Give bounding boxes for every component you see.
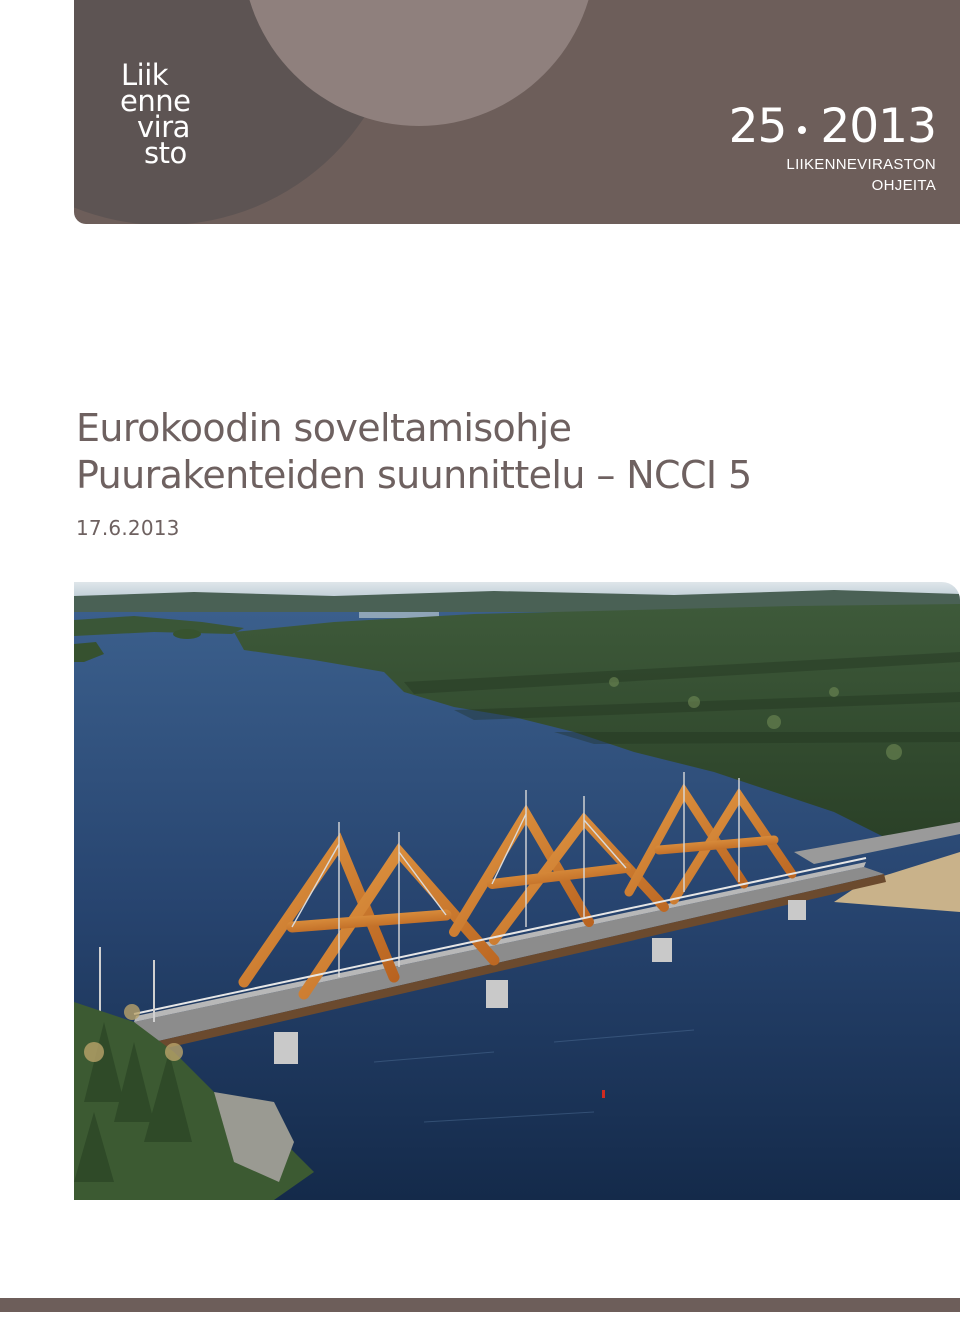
- document-title: Eurokoodin soveltamisohje: [76, 406, 572, 450]
- bridge-photo-illustration: [74, 582, 960, 1200]
- cover-photo-bridge: [74, 582, 960, 1200]
- logo-line-2: enne: [120, 84, 191, 118]
- series-name-line-1: LIIKENNEVIRASTON: [786, 156, 936, 173]
- liikennevirasto-logo: [120, 58, 191, 170]
- document-date: 17.6.2013: [76, 516, 180, 540]
- logo-line-4: sto: [144, 136, 187, 170]
- series-issue: 25: [728, 99, 787, 154]
- logo-line-3: vira: [137, 110, 190, 144]
- series-name-line-2: OHJEITA: [871, 177, 936, 194]
- logo-line-1: Liik: [121, 58, 169, 92]
- header-band: [74, 0, 960, 224]
- series-year: 2013: [820, 99, 936, 154]
- series-number: [729, 100, 936, 154]
- document-title-block: [76, 405, 752, 541]
- document-subtitle: Puurakenteiden suunnittelu – NCCI 5: [76, 453, 752, 497]
- separator-dot-icon: [798, 126, 806, 134]
- footer-bar: [0, 1298, 960, 1312]
- series-info: [729, 100, 936, 196]
